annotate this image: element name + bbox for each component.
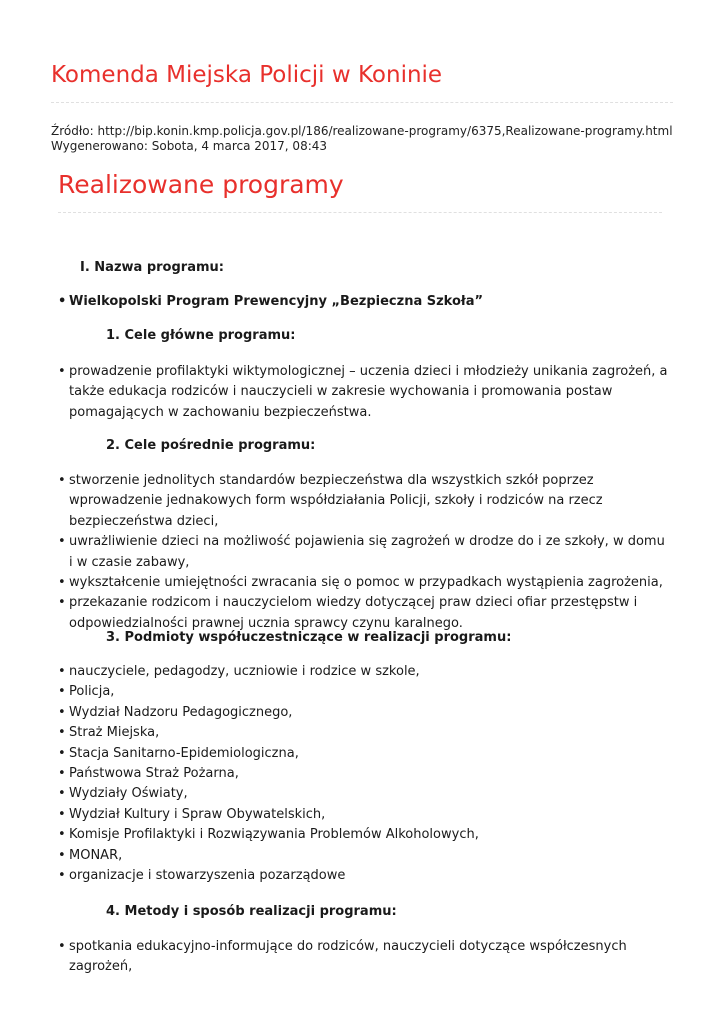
page-title: Realizowane programy: [58, 170, 344, 199]
program-name-list: [58, 292, 668, 312]
list-item: • Wydział Kultury i Spraw Obywatelskich,: [58, 805, 668, 825]
list-item: • MONAR,: [58, 846, 668, 866]
main-goals-list: [58, 362, 668, 423]
list-item: • przekazanie rodzicom i nauczycielom wiedzy dotyczącej praw dzieci ofiar przestępstw i odpowiedzialności prawnej ucznia sprawcy czynu karalnego.: [58, 593, 668, 634]
list-item: • Wydziały Oświaty,: [58, 784, 668, 804]
list-item: • Straż Miejska,: [58, 723, 668, 743]
section-heading-main-goals: 1. Cele główne programu:: [106, 328, 296, 343]
header-divider: [51, 102, 673, 103]
section-heading-participants: 3. Podmioty współuczestniczące w realizacji programu:: [106, 630, 512, 645]
section-heading-program-name: I. Nazwa programu:: [80, 260, 224, 275]
list-item: • spotkania edukacyjno-informujące do rodziców, nauczycieli dotyczące współczesnych zagrożeń,: [58, 937, 668, 978]
list-item: • Wielkopolski Program Prewencyjny „Bezpieczna Szkoła”: [58, 292, 668, 312]
list-item: • Policja,: [58, 682, 668, 702]
list-item: • Komisje Profilaktyki i Rozwiązywania Problemów Alkoholowych,: [58, 825, 668, 845]
generated-line: Wygenerowano: Sobota, 4 marca 2017, 08:43: [51, 139, 328, 153]
site-title: Komenda Miejska Policji w Koninie: [51, 62, 443, 88]
list-item: • Państwowa Straż Pożarna,: [58, 764, 668, 784]
list-item: • uwrażliwienie dzieci na możliwość pojawienia się zagrożeń w drodze do i ze szkoły, w domu i w czasie zabawy,: [58, 532, 668, 573]
list-item: • Wydział Nadzoru Pedagogicznego,: [58, 703, 668, 723]
document-meta: [51, 124, 673, 154]
list-item: • nauczyciele, pedagodzy, uczniowie i rodzice w szkole,: [58, 662, 668, 682]
list-item: • stworzenie jednolitych standardów bezpieczeństwa dla wszystkich szkół poprzez wprowadzenie jednakowych form współdziałania Policji, szkoły i rodziców na rzecz bezpieczeństwa dzieci,: [58, 471, 668, 532]
section-heading-intermediate-goals: 2. Cele pośrednie programu:: [106, 438, 316, 453]
list-item: • organizacje i stowarzyszenia pozarządowe: [58, 866, 668, 886]
methods-list: [58, 937, 668, 978]
intermediate-goals-list: [58, 471, 668, 634]
title-divider: [58, 212, 662, 213]
source-line: Źródło: http://bip.konin.kmp.policja.gov.pl/186/realizowane-programy/6375,Realizowane-programy.html: [51, 124, 673, 138]
participants-list: [58, 662, 668, 886]
list-item: • Stacja Sanitarno-Epidemiologiczna,: [58, 744, 668, 764]
section-heading-methods: 4. Metody i sposób realizacji programu:: [106, 904, 397, 919]
list-item: • wykształcenie umiejętności zwracania się o pomoc w przypadkach wystąpienia zagrożenia,: [58, 573, 668, 593]
list-item: • prowadzenie profilaktyki wiktymologicznej – uczenia dzieci i młodzieży unikania zagrożeń, a także edukacja rodziców i nauczycieli w zakresie wychowania i promowania postaw pomagających w zachowaniu bezpieczeństwa.: [58, 362, 668, 423]
